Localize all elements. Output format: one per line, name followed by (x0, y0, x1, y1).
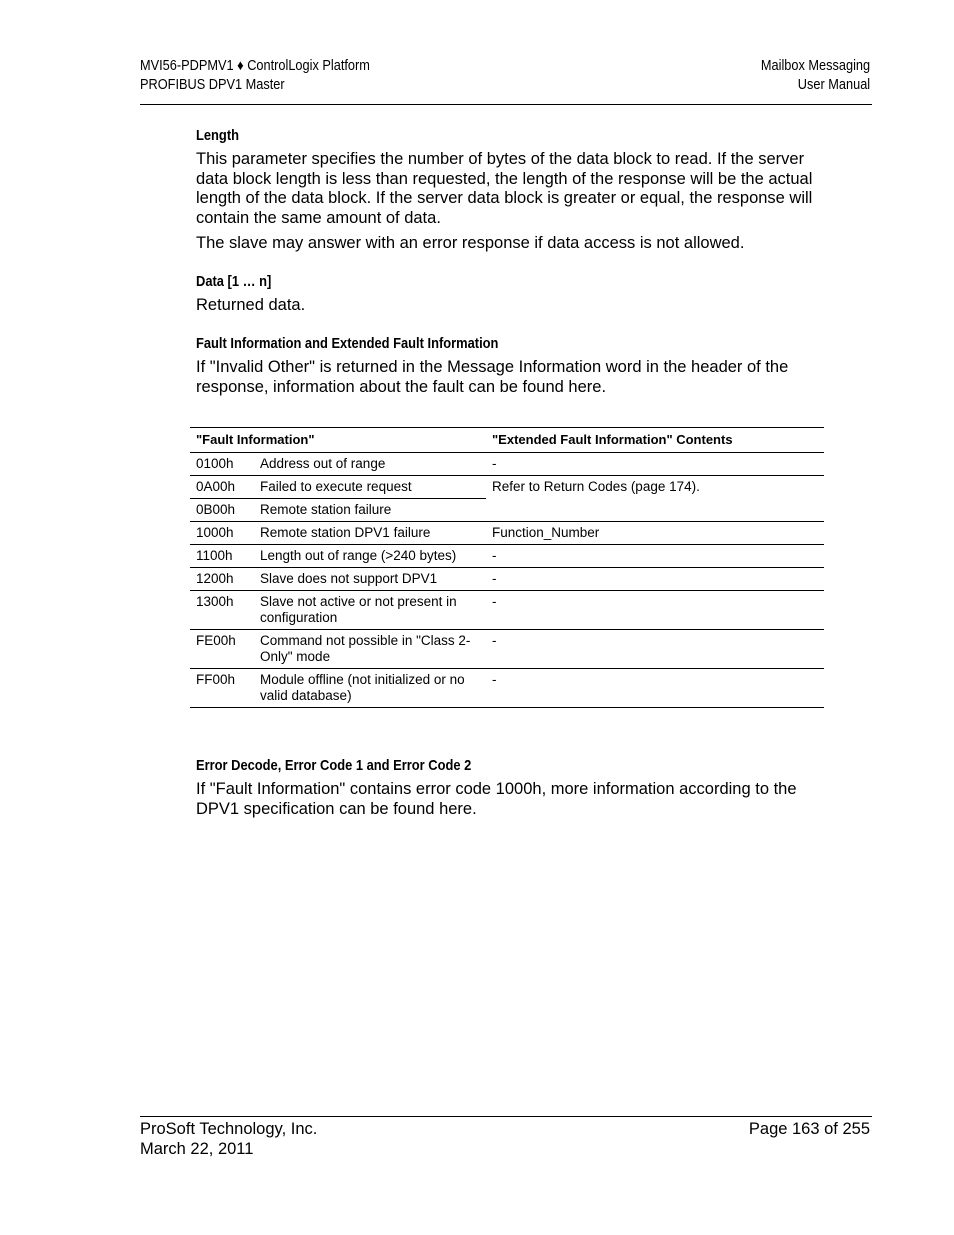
fault-code: 0A00h (190, 476, 254, 499)
extended-info: - (486, 545, 824, 568)
fault-code: 1100h (190, 545, 254, 568)
page-header (140, 57, 870, 97)
header-right (761, 57, 870, 95)
fault-description: Remote station DPV1 failure (254, 522, 486, 545)
footer-rule (140, 1116, 872, 1117)
fault-code: 1000h (190, 522, 254, 545)
data-paragraph: Returned data. (196, 295, 306, 314)
fault-description: Remote station failure (254, 499, 486, 522)
error-section (196, 756, 826, 819)
fault-description: Failed to execute request (254, 476, 486, 499)
length-paragraph: This parameter specifies the number of bytes of the data block to read. If the server data block length is less than requested, the length of the response will be the actual length of the data block. If the server data block is greater or equal, the response will contain the same amount of data. (196, 150, 813, 228)
header-rule (140, 104, 872, 105)
fault-paragraph: If "Invalid Other" is returned in the Message Information word in the header of the response, information about the fault can be found here. (196, 358, 789, 396)
extended-info: - (486, 591, 824, 630)
length-note: The slave may answer with an error response if data access is not allowed. (196, 233, 745, 252)
extended-info: - (486, 630, 824, 669)
fault-code: FF00h (190, 669, 254, 708)
extended-info: - (486, 568, 824, 591)
fault-code: 1300h (190, 591, 254, 630)
table-row (190, 476, 824, 499)
fault-description: Slave not active or not present in configuration (254, 591, 486, 630)
data-heading: Data [1 … n] (196, 272, 272, 290)
footer-page-number: Page 163 of 255 (748, 1120, 870, 1138)
fault-code: 0100h (190, 453, 254, 476)
fault-code: 1200h (190, 568, 254, 591)
table-row (190, 630, 824, 669)
length-heading: Length (196, 127, 239, 144)
fault-description: Slave does not support DPV1 (254, 568, 486, 591)
fault-code: 0B00h (190, 499, 254, 522)
footer-date: March 22, 2011 (140, 1139, 254, 1158)
table-header-row (190, 428, 824, 453)
page-body (196, 126, 826, 398)
col-extended-header: "Extended Fault Information" Contents (486, 428, 824, 453)
table-row (190, 545, 824, 568)
extended-info: Function_Number (486, 522, 824, 545)
fault-description: Module offline (not initialized or no valid database) (254, 669, 486, 708)
fault-description: Command not possible in "Class 2-Only" mode (254, 630, 486, 669)
fault-description: Address out of range (254, 453, 486, 476)
table-row (190, 453, 824, 476)
error-heading: Error Decode, Error Code 1 and Error Code 2 (196, 757, 472, 774)
fault-description: Length out of range (>240 bytes) (254, 545, 486, 568)
header-product: MVI56-PDPMV1 ♦ ControlLogix Platform (140, 58, 370, 74)
col-fault-info-header: "Fault Information" (190, 428, 486, 453)
fault-heading: Fault Information and Extended Fault Information (196, 335, 499, 353)
fault-code: FE00h (190, 630, 254, 669)
table-row (190, 522, 824, 545)
error-paragraph: If "Fault Information" contains error code 1000h, more information according to the DPV1 specification can be found here. (196, 780, 797, 818)
footer-company: ProSoft Technology, Inc. (140, 1120, 318, 1138)
extended-info: - (486, 669, 824, 708)
extended-info: Refer to Return Codes (page 174). (486, 476, 824, 522)
extended-info: - (486, 453, 824, 476)
fault-table (190, 427, 824, 708)
header-left (140, 57, 370, 95)
table-row (190, 568, 824, 591)
header-subtitle: PROFIBUS DPV1 Master (140, 77, 285, 93)
header-doc-type: User Manual (797, 77, 870, 93)
table-row (190, 591, 824, 630)
header-chapter: Mailbox Messaging (760, 58, 870, 74)
table-row (190, 669, 824, 708)
footer-left (140, 1120, 317, 1159)
